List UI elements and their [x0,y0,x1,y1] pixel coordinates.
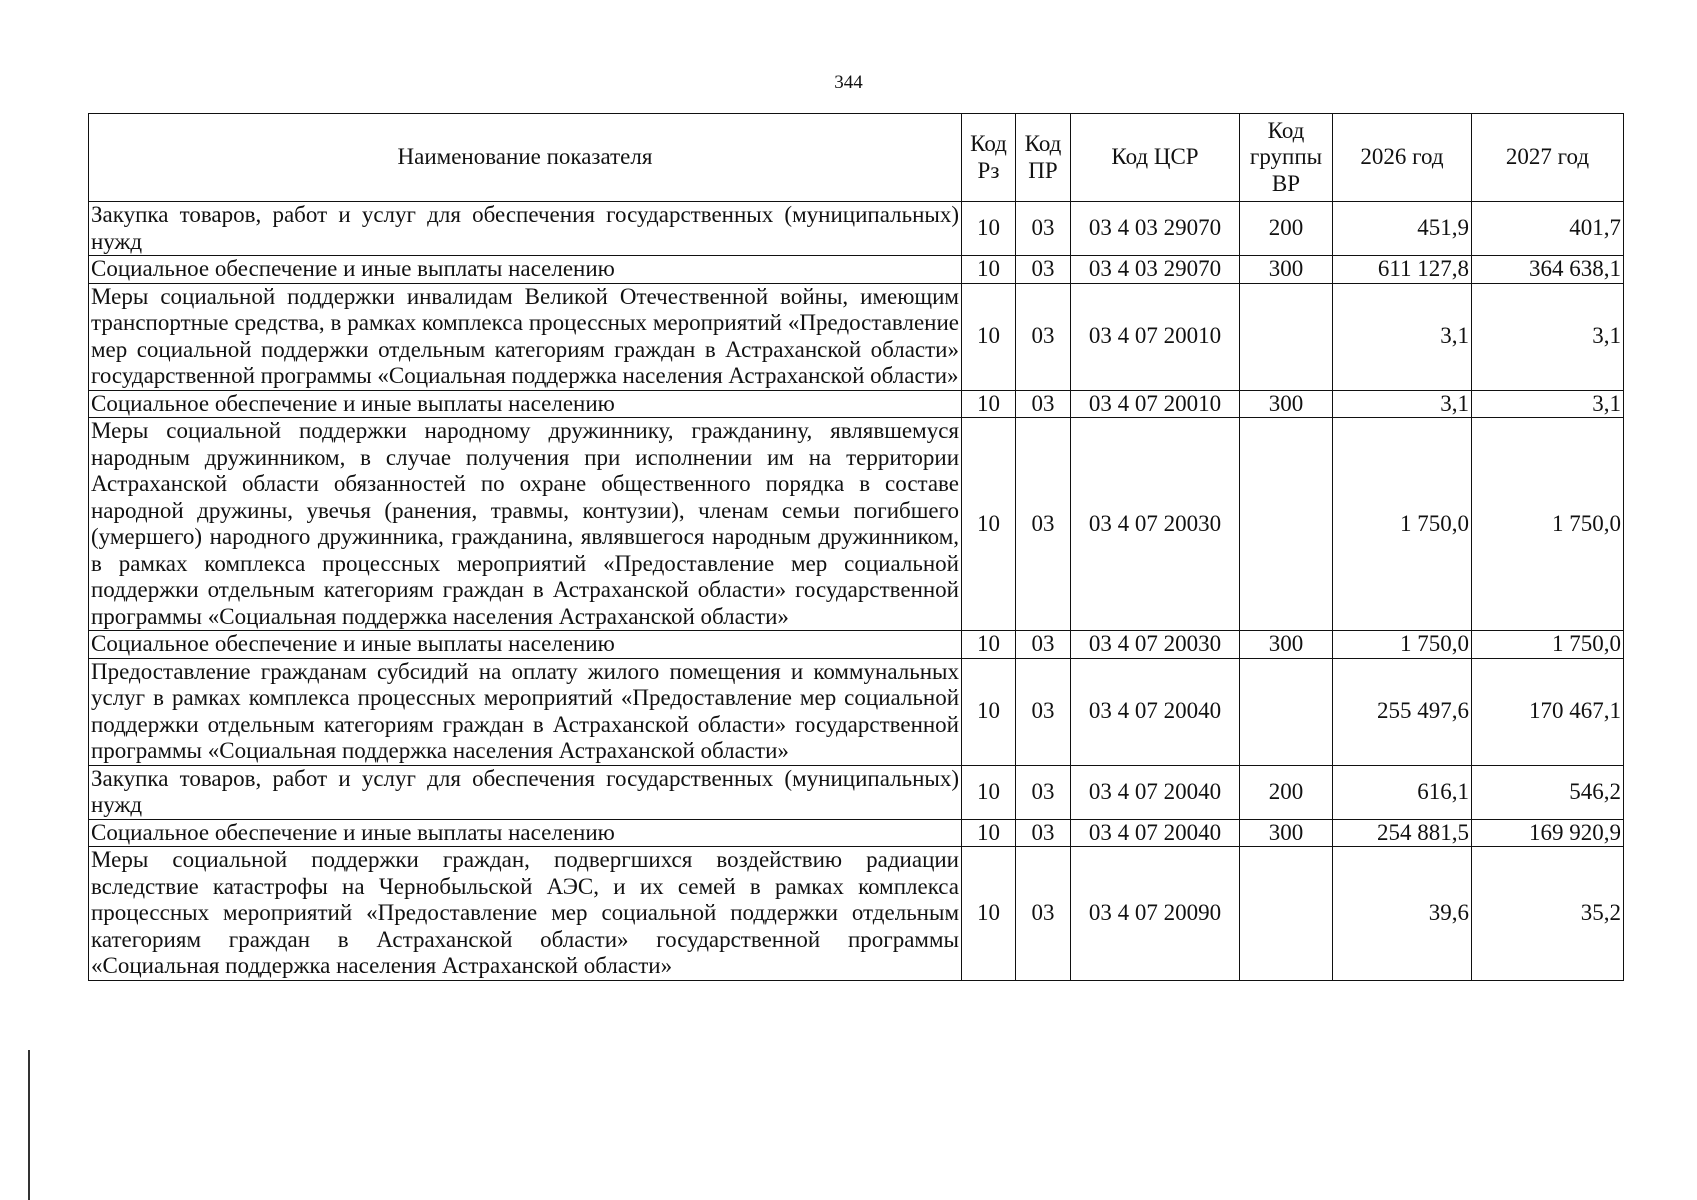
row-2027: 170 467,1 [1472,658,1624,765]
row-rz: 10 [962,658,1016,765]
row-2026: 3,1 [1333,283,1472,390]
header-csr: Код ЦСР [1071,114,1240,202]
row-name: Социальное обеспечение и иные выплаты населению [89,631,962,659]
row-name: Социальное обеспечение и иные выплаты населению [89,256,962,284]
table-row [89,418,1624,631]
row-csr: 03 4 07 20090 [1071,847,1240,981]
page-number: 344 [834,72,863,93]
row-csr: 03 4 03 29070 [1071,256,1240,284]
header-name: Наименование показателя [89,114,962,202]
row-vr [1240,658,1333,765]
row-2027: 1 750,0 [1472,418,1624,631]
table-row [89,658,1624,765]
row-rz: 10 [962,390,1016,418]
row-2027: 3,1 [1472,283,1624,390]
row-2026: 254 881,5 [1333,819,1472,847]
row-name: Меры социальной поддержки граждан, подвергшихся воздействию радиации вследствие катастрофы на Чернобыльской АЭС, и их семей в рамках комплекса процессных мероприятий «Предоставление мер социальной поддержки отдельным категориям граждан в Астраханской области» государственной программы «Социальная поддержка населения Астраханской области» [89,847,962,981]
row-pr: 03 [1016,631,1071,659]
table-row [89,847,1624,981]
table-header [89,114,1624,202]
row-2026: 451,9 [1333,202,1472,256]
row-2026: 1 750,0 [1333,631,1472,659]
table-row [89,819,1624,847]
row-pr: 03 [1016,658,1071,765]
row-csr: 03 4 07 20030 [1071,631,1240,659]
row-rz: 10 [962,256,1016,284]
row-pr: 03 [1016,765,1071,819]
row-rz: 10 [962,847,1016,981]
header-row [89,114,1624,202]
row-2026: 255 497,6 [1333,658,1472,765]
row-vr [1240,283,1333,390]
row-csr: 03 4 07 20010 [1071,390,1240,418]
row-rz: 10 [962,202,1016,256]
row-csr: 03 4 03 29070 [1071,202,1240,256]
scan-margin-line [28,1050,30,1200]
row-name: Социальное обеспечение и иные выплаты населению [89,819,962,847]
row-name: Закупка товаров, работ и услуг для обеспечения государственных (муниципальных) нужд [89,202,962,256]
row-2027: 1 750,0 [1472,631,1624,659]
row-2027: 35,2 [1472,847,1624,981]
row-2026: 616,1 [1333,765,1472,819]
row-rz: 10 [962,631,1016,659]
row-2027: 401,7 [1472,202,1624,256]
row-pr: 03 [1016,283,1071,390]
row-name: Закупка товаров, работ и услуг для обеспечения государственных (муниципальных) нужд [89,765,962,819]
row-2026: 3,1 [1333,390,1472,418]
row-csr: 03 4 07 20010 [1071,283,1240,390]
row-vr: 300 [1240,256,1333,284]
row-name: Социальное обеспечение и иные выплаты населению [89,390,962,418]
row-2027: 169 920,9 [1472,819,1624,847]
table-row [89,765,1624,819]
row-name: Меры социальной поддержки инвалидам Великой Отечественной войны, имеющим транспортные средства, в рамках комплекса процессных мероприятий «Предоставление мер социальной поддержки отдельным категориям граждан в Астраханской области» государственной программы «Социальная поддержка населения Астраханской области» [89,283,962,390]
row-vr [1240,418,1333,631]
table-row [89,631,1624,659]
row-2026: 611 127,8 [1333,256,1472,284]
row-rz: 10 [962,418,1016,631]
row-rz: 10 [962,283,1016,390]
table-row [89,202,1624,256]
table-row [89,283,1624,390]
row-csr: 03 4 07 20040 [1071,765,1240,819]
row-vr: 300 [1240,819,1333,847]
header-2026: 2026 год [1333,114,1472,202]
row-pr: 03 [1016,847,1071,981]
row-csr: 03 4 07 20030 [1071,418,1240,631]
row-rz: 10 [962,765,1016,819]
table-row [89,256,1624,284]
row-2027: 364 638,1 [1472,256,1624,284]
row-pr: 03 [1016,418,1071,631]
header-rz: Код Рз [962,114,1016,202]
budget-table [88,113,1624,981]
header-vr: Код группы ВР [1240,114,1333,202]
row-2027: 3,1 [1472,390,1624,418]
row-csr: 03 4 07 20040 [1071,658,1240,765]
row-vr: 200 [1240,202,1333,256]
row-vr: 200 [1240,765,1333,819]
row-2026: 39,6 [1333,847,1472,981]
header-pr: Код ПР [1016,114,1071,202]
header-2027: 2027 год [1472,114,1624,202]
row-name: Меры социальной поддержки народному дружиннику, гражданину, являвшемуся народным дружинником, в случае получения при исполнении им на территории Астраханской области обязанностей по охране общественного порядка в составе народной дружины, увечья (ранения, травмы, контузии), членам семьи погибшего (умершего) народного дружинника, гражданина, являвшегося народным дружинником, в рамках комплекса процессных мероприятий «Предоставление мер социальной поддержки отдельным категориям граждан в Астраханской области» государственной программы «Социальная поддержка населения Астраханской области» [89,418,962,631]
row-name: Предоставление гражданам субсидий на оплату жилого помещения и коммунальных услуг в рамках комплекса процессных мероприятий «Предоставление мер социальной поддержки отдельным категориям граждан в Астраханской области» государственной программы «Социальная поддержка населения Астраханской области» [89,658,962,765]
table-body [89,202,1624,981]
row-pr: 03 [1016,256,1071,284]
row-pr: 03 [1016,202,1071,256]
row-vr: 300 [1240,631,1333,659]
row-vr [1240,847,1333,981]
row-2026: 1 750,0 [1333,418,1472,631]
row-pr: 03 [1016,819,1071,847]
row-rz: 10 [962,819,1016,847]
row-2027: 546,2 [1472,765,1624,819]
row-csr: 03 4 07 20040 [1071,819,1240,847]
row-pr: 03 [1016,390,1071,418]
table-row [89,390,1624,418]
row-vr: 300 [1240,390,1333,418]
